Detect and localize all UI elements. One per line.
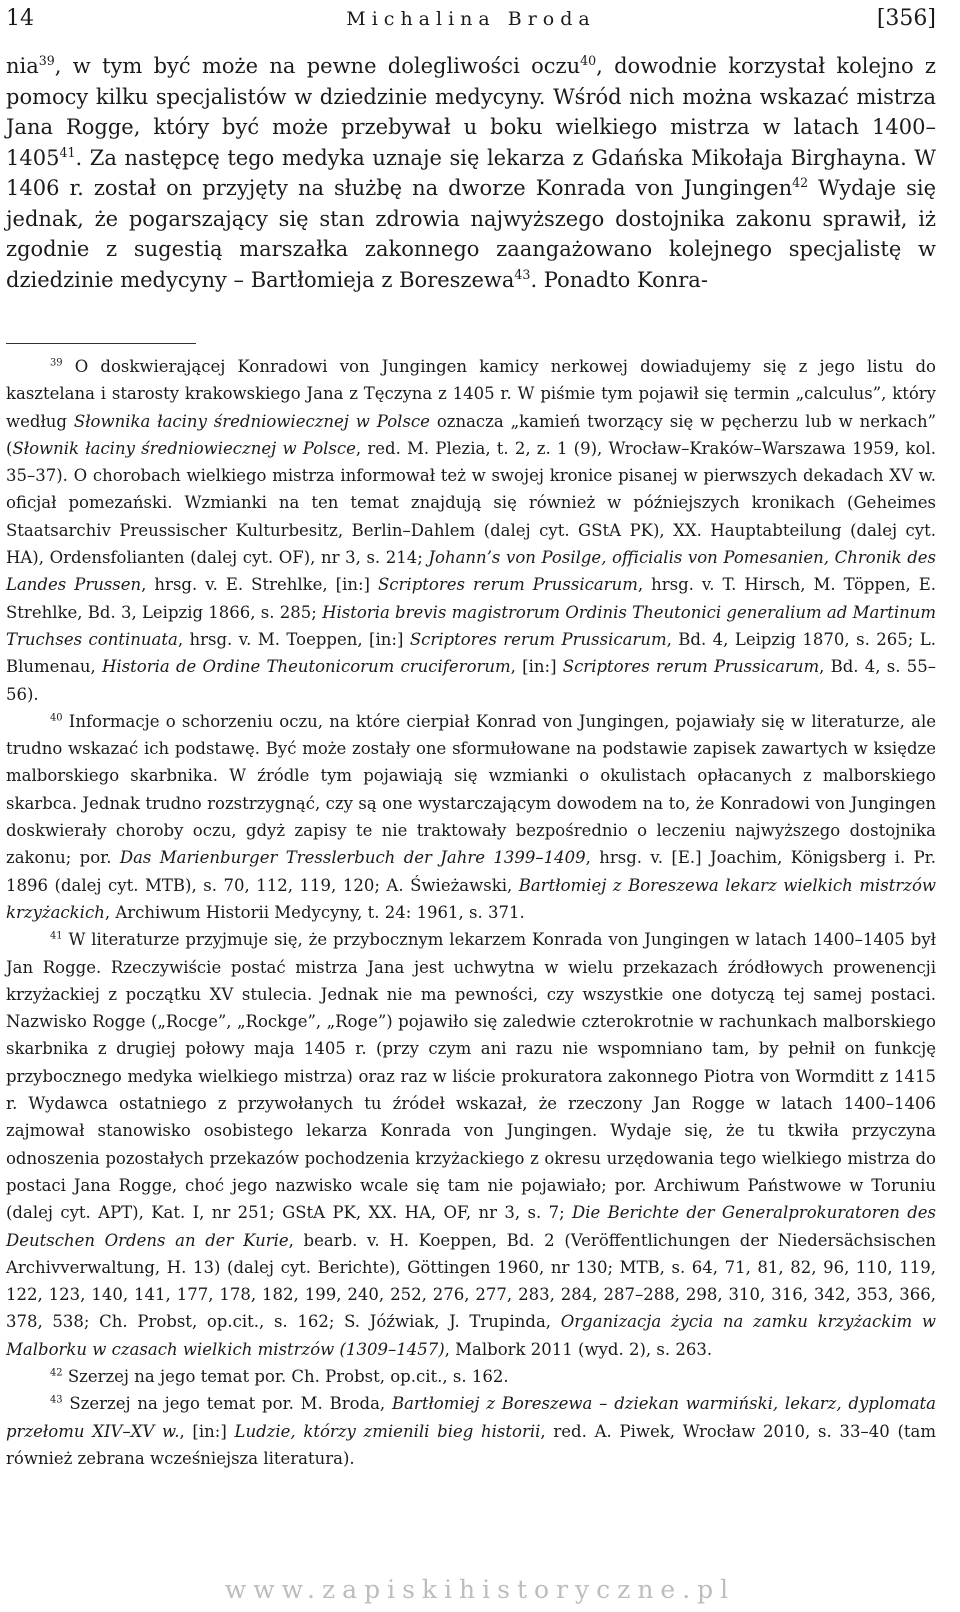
footnote-ref-41[interactable]: 41 xyxy=(59,144,76,160)
body-text xyxy=(6,51,936,295)
footnote-ref-40[interactable]: 40 xyxy=(580,53,597,68)
running-author: Michalina Broda xyxy=(346,8,596,30)
footnote-43: $^{43}$ Szerzej na jego temat por. M. Broda, Bartłomiej z Boreszewa – dziekan warmiński, lekarz, dyplomata przełomu XIV–XV w., [in:] Ludzie, którzy zmienili bieg historii, red. A. Piwek, Wrocław 2010, s. 33–40 (tam również zebrana wcześniejsza literatura). xyxy=(6,1394,937,1468)
body-paragraph: nia$^{39}$, w tym być może na pewne dolegliwości oczu$^{40}$, dowodnie korzystał kolejno z pomocy kilku specjalistów w dziedzinie medycyny. Wśród nich można wskazać mistrza Jana Rogge, który być może przebywał u boku wielkiego mistrza w latach 1400–1405$^{41}$. Za następcę tego medyka uznaje się lekarza z Gdańska Mikołaja Birghayna. W 1406 r. został on przyjęty na służbę na dworze Konrada von Jungingen$^{42}$ Wydaje się jednak, że pogarszający się stan zdrowia najwyższego dostojnika zakonu sprawił, iż zgodnie z sugestią marszałka zakonnego zaangażowano kolejnego specjalistę w dziedzinie medycyny – Bartłomieja z Boreszewa$^{43}$. Ponadto Konra- xyxy=(6,53,936,292)
footnote-mark: 40 xyxy=(50,712,63,724)
footnote-mark: 43 xyxy=(50,1394,63,1406)
page-number: 14 xyxy=(6,6,34,31)
footnotes xyxy=(6,353,936,1472)
footnote-mark: 41 xyxy=(50,930,63,942)
footnote-ref-43[interactable]: 43 xyxy=(514,266,531,282)
footnote-mark: 42 xyxy=(50,1367,63,1379)
footnote-ref-39[interactable]: 39 xyxy=(38,53,55,68)
footnote-ref-42[interactable]: 42 xyxy=(792,175,809,190)
bracket-page-number: [356] xyxy=(876,6,936,31)
footnote-39: $^{39}$ O doskwierającej Konradowi von Jungingen kamicy nerkowej dowiadujemy się z jego listu do kasztelana i starosty krakowskiego Jana z Tęczyna z 1405 r. W piśmie tym pojawił się termin „calculus”, który według Słownika łaciny średniowiecznej w Polsce oznacza „kamień tworzący się w pęcherzu lub w nerkach” (Słownik łaciny średniowiecznej w Polsce, red. M. Plezia, t. 2, z. 1 (9), Wrocław–Kraków–Warszawa 1959, kol. 35–37). O chorobach wielkiego mistrza informował też w swojej kronice pisanej w pierwszych dekadach XV w. oficjał pomezański. Wzmianki na ten temat znajdują się również w późniejszych kronikach (Geheimes Staatsarchiv Preussischer Kulturbesitz, Berlin–Dahlem (dalej cyt. GStA PK), XX. Hauptabteilung (dalej cyt. HA), Ordensfolianten (dalej cyt. OF), nr 3, s. 214; Johann’s von Posilge, officialis von Pomesanien, Chronik des Landes Prussen, hrsg. v. E. Strehlke, [in:] Scriptores rerum Prussicarum, hrsg. v. T. Hirsch, M. Töppen, E. Strehlke, Bd. 3, Leipzig 1866, s. 285; Historia brevis magistrorum Ordinis Theutonici generalium ad Martinum Truchses continuata, hrsg. v. M. Toeppen, [in:] Scriptores rerum Prussicarum, Bd. 4, Leipzig 1870, s. 265; L. Blumenau, Historia de Ordine Theutonicorum cruciferorum, [in:] Scriptores rerum Prussicarum, Bd. 4, s. 55–56). xyxy=(6,357,937,704)
footnote-41: $^{41}$ W literaturze przyjmuje się, że przybocznym lekarzem Konrada von Jungingen w latach 1400–1405 był Jan Rogge. Rzeczywiście postać mistrza Jana jest uchwytna w wielu przekazach źródłowych prowenencji krzyżackiej z początku XV stulecia. Jednak nie ma pewności, czy wszystkie one dotyczą tej samej postaci. Nazwisko Rogge („Rocge”, „Rockge”, „Roge”) pojawiło się zaledwie czterokrotnie w rachunkach malborskiego skarbnika z drugiej połowy maja 1405 r. (przy czym ani razu nie wspomniano tam, by pełnił on funkcję przybocznego medyka wielkiego mistrza) oraz raz w liście prokuratora zakonnego Piotra von Wormditt z 1415 r. Wydawca ostatniego z przywołanych tu źródeł wskazał, że rzeczony Jan Rogge w latach 1400–1406 zajmował stanowisko osobistego lekarza Konrada von Jungingen. Wydaje się, że tu tkwiła przyczyna odnoszenia pozostałych przekazów pochodzenia krzyżackiego z okresu urzędowania tego wielkiego mistrza do postaci Jana Rogge, choć jego nazwisko wcale się tam nie pojawiało; por. Archiwum Państwowe w Toruniu (dalej cyt. APT), Kat. I, nr 251; GStA PK, XX. HA, OF, nr 3, s. 7; Die Berichte der Generalprokuratoren des Deutschen Ordens an der Kurie, bearb. v. H. Koeppen, Bd. 2 (Veröffentlichungen der Niedersächsischen Archivverwaltung, H. 13) (dalej cyt. Berichte), Göttingen 1960, nr 130; MTB, s. 64, 71, 81, 82, 96, 110, 119, 122, 123, 140, 141, 177, 178, 182, 199, 240, 252, 276, 277, 283, 284, 287–288, 298, 310, 316, 342, 353, 366, 378, 538; Ch. Probst, op.cit., s. 162; S. Jóźwiak, J. Trupinda, Organizacja życia na zamku krzyżackim w Malborku w czasach wielkich mistrzów (1309–1457), Malbork 2011 (wyd. 2), s. 263. xyxy=(6,930,937,1359)
running-header xyxy=(6,2,936,36)
footnote-separator xyxy=(6,343,196,344)
footnote-40: $^{40}$ Informacje o schorzeniu oczu, na które cierpiał Konrad von Jungingen, pojawiały się w literaturze, ale trudno wskazać ich podstawę. Być może zostały one sformułowane na podstawie zapisek zawartych w księdze malborskiego skarbnika. W źródle tym pojawiają się wzmianki o okulistach opłacanych z malborskiego skarbca. Jednak trudno rozstrzygnąć, czy są one wystarczającym dowodem na to, że Konradowi von Jungingen doskwierały choroby oczu, gdyż zapisy te nie traktowały bezpośrednio o leczeniu najwyższego dostojnika zakonu; por. Das Marienburger Tresslerbuch der Jahre 1399–1409, hrsg. v. [E.] Joachim, Königsberg i. Pr. 1896 (dalej cyt. MTB), s. 70, 112, 119, 120; A. Świeżawski, Bartłomiej z Boreszewa lekarz wielkich mistrzów krzyżackich, Archiwum Historii Medycyny, t. 24: 1961, s. 371. xyxy=(6,711,936,922)
footnote-42: $^{42}$ Szerzej na jego temat por. Ch. Probst, op.cit., s. 162. xyxy=(50,1366,509,1386)
footnote-mark: 39 xyxy=(50,357,63,369)
footer-url[interactable]: www.zapiskihistoryczne.pl xyxy=(224,1575,736,1604)
